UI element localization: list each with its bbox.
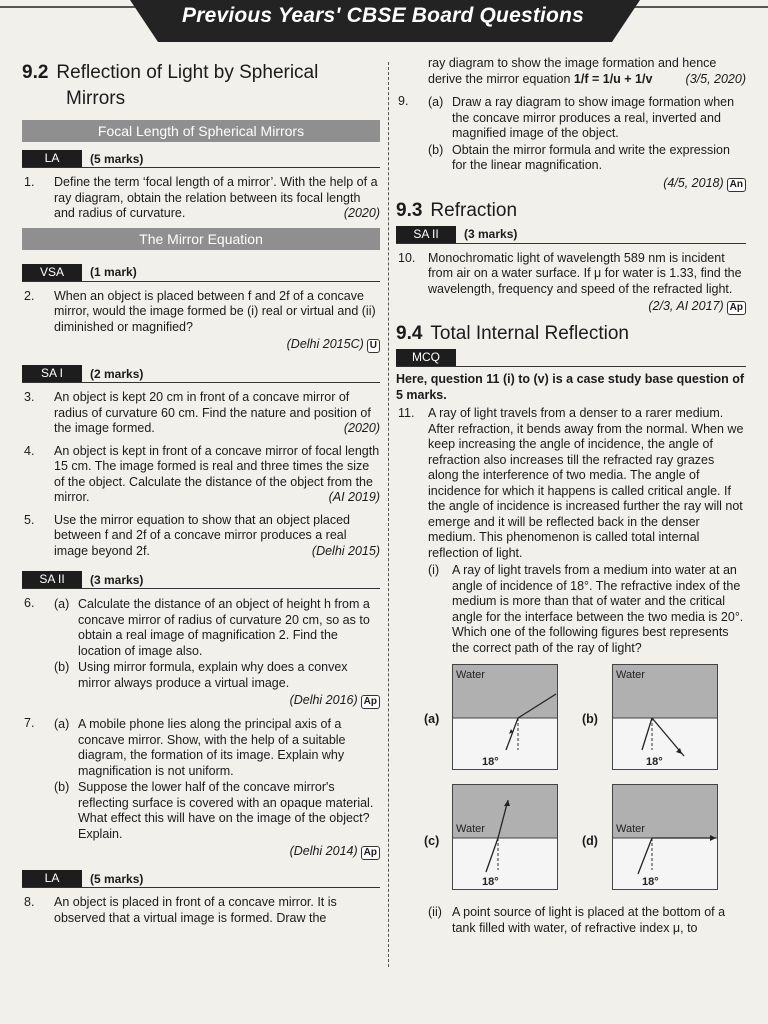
question-2: 2. When an object is placed between f and 2f of a concave mirror, would the image formed be (i) real or virtual and (ii) diminished or magnified? (Delhi 2015C) U bbox=[22, 289, 380, 354]
topic-mirror-equation: The Mirror Equation bbox=[22, 228, 380, 250]
analyse-badge: An bbox=[727, 178, 746, 192]
question-6: 6. (a) Calculate the distance of an object of height h from a concave mirror of radius of curvature 20 cm, so as to obtain a real image of magnification 2. Find the location of image also. (b) Using mirror formula, explain why does a convex mirror always produce a virtual image. (Delhi 2016) Ap bbox=[22, 596, 380, 709]
question-9: 9. (a) Draw a ray diagram to show image formation when the concave mirror produces a real, inverted and magnified image of the object. (b) Obtain the mirror formula and write the expression for the linear magnification. (4/5, 2018) An bbox=[396, 94, 746, 192]
figure-b-diagram bbox=[612, 664, 718, 770]
figure-c-angle-label: 18° bbox=[482, 876, 499, 888]
marks-header-sa1: SA I (2 marks) bbox=[22, 365, 380, 383]
figure-c-diagram bbox=[452, 784, 558, 890]
left-column bbox=[22, 60, 380, 926]
marks-header-la-2: LA (5 marks) bbox=[22, 870, 380, 888]
figure-b-medium-label: Water bbox=[616, 669, 645, 681]
figure-b-label: (b) bbox=[582, 712, 598, 726]
section-9-4-heading: 9.4 Total Internal Reflection bbox=[396, 323, 629, 344]
figure-d-label: (d) bbox=[582, 834, 598, 848]
question-3: 3. An object is kept 20 cm in front of a concave mirror of radius of curvature 60 cm. Find the nature and position of the image formed. (2020) bbox=[24, 390, 380, 435]
figure-c-label: (c) bbox=[424, 834, 440, 848]
column-divider bbox=[388, 62, 389, 967]
question-7: 7. (a) A mobile phone lies along the principal axis of a concave mirror. Show, with the help of a suitable diagram, the formation of its image. Explain why magnification is not uniform. (b) Suppose the lower half of the concave mirror's reflecting surface is covered with an opaque material. What effect this will have on the image of the object? Explain. (Delhi 2014) Ap bbox=[22, 716, 380, 860]
figure-d-diagram bbox=[612, 784, 718, 890]
question-8: 8. An object is placed in front of a concave mirror. It is observed that a virtual image is formed. Draw the bbox=[24, 895, 337, 925]
case-study-intro: Here, question 11 (i) to (v) is a case study base question of 5 marks. bbox=[396, 372, 745, 402]
mirror-equation: 1/f = 1/u + 1/v bbox=[573, 71, 653, 86]
question-4: 4. An object is kept in front of a concave mirror of focal length 15 cm. The image formed is real and three times the size of the object. Calculate the distance of the object from the mirror. (AI 2019) bbox=[24, 443, 380, 504]
figure-a-medium-label: Water bbox=[456, 669, 485, 681]
figure-d-angle-label: 18° bbox=[642, 876, 659, 888]
question-5: 5. Use the mirror equation to show that an object placed between f and 2f of a concave mirror produces a real image beyond 2f. (Delhi 2015) bbox=[24, 512, 380, 558]
banner-title: Previous Years' CBSE Board Questions bbox=[182, 4, 584, 27]
apply-badge: Ap bbox=[361, 846, 380, 860]
understand-badge: U bbox=[367, 339, 380, 353]
apply-badge: Ap bbox=[361, 695, 380, 709]
figure-c-medium-label: Water bbox=[456, 823, 485, 835]
marks-header-mcq: MCQ bbox=[396, 349, 746, 367]
figure-a-angle-label: 18° bbox=[482, 756, 499, 768]
section-9-3-heading: 9.3 Refraction bbox=[396, 199, 518, 221]
figure-a-diagram bbox=[452, 664, 558, 770]
marks-header-sa2: SA II (3 marks) bbox=[22, 571, 380, 589]
apply-badge: Ap bbox=[727, 301, 746, 315]
figure-b-angle-label: 18° bbox=[646, 756, 663, 768]
right-column bbox=[396, 56, 746, 936]
section-9-2-heading: 9.2 Reflection of Light by Spherical Mirrors bbox=[22, 62, 319, 109]
question-10: 10. Monochromatic light of wavelength 589 nm is incident from air on a water surface. If μ for water is 1.33, find the wavelength, frequency and speed of the refracted light. (2/3, AI 2017) Ap bbox=[396, 251, 746, 316]
question-8-continued: ray diagram to show the image formation and hence derive the mirror equation 1/f = 1/u + 1/v (3/5, 2020) bbox=[428, 56, 746, 86]
figure-options-grid bbox=[396, 664, 746, 900]
marks-header-sa2-right: SA II (3 marks) bbox=[396, 226, 746, 244]
topic-focal-length: Focal Length of Spherical Mirrors bbox=[22, 120, 380, 142]
marks-header-vsa: VSA (1 mark) bbox=[22, 264, 380, 282]
marks-header-la: LA (5 marks) bbox=[22, 150, 380, 168]
figure-d-medium-label: Water bbox=[616, 823, 645, 835]
figure-a-label: (a) bbox=[424, 712, 440, 726]
question-11: 11. A ray of light travels from a denser to a rarer medium. After refraction, it bends away from the normal. When we keep increasing the angle of incidence, the angle of refraction also increases till the refracted ray grazes along the interference of two media. The angle of incidence for which it happens is called critical angle. If the angle of incidence is increased further the ray will not emerge and it will be reflected back in the denser medium. This phenomenon is called total internal reflection of light. (i) A ray of light travels from a medium into water at an angle of incidence of 18°. The refractive index of the medium is more than that of water and the critical angle for the interface between the two media is 20°. Which one of the following figures best represents the correct path of the ray of light? bbox=[398, 406, 744, 655]
question-1: 1. Define the term ‘focal length of a mirror’. With the help of a ray diagram, obtain the relation between its focal length and radius of curvature. (2020) bbox=[24, 175, 380, 220]
question-11-ii: (ii) A point source of light is placed at the bottom of a tank filled with water, of refractive index μ, to bbox=[428, 905, 726, 935]
